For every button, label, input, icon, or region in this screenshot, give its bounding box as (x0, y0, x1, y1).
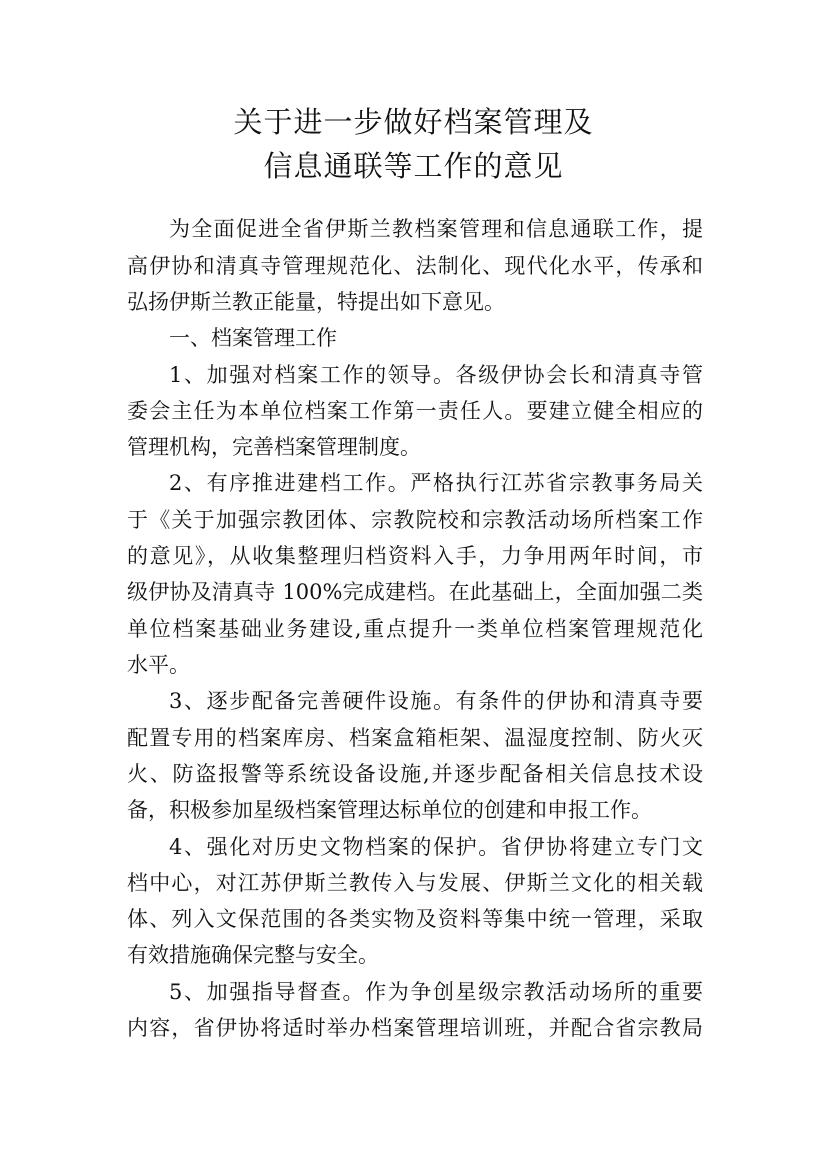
body-line: 水平。 (127, 653, 190, 677)
body-line: 管理机构，完善档案管理制度。 (127, 435, 421, 459)
body-line: 单位档案基础业务建设,重点提升一类单位档案管理规范化 (127, 617, 703, 641)
body-line: 配置专用的档案库房、档案盒箱柜架、温湿度控制、防火灭 (127, 726, 703, 750)
body-line: 体、列入文保范围的各类实物及资料等集中统一管理，采取 (127, 907, 703, 931)
body-line: 于《关于加强宗教团体、宗教院校和宗教活动场所档案工作 (127, 508, 703, 532)
section-heading: 一、档案管理工作 (169, 326, 337, 350)
body-line: 5、加强指导督查。作为争创星级宗教活动场所的重要 (169, 980, 703, 1004)
body-line: 内容，省伊协将适时举办档案管理培训班，并配合省宗教局 (127, 1016, 703, 1040)
body-line: 备，积极参加星级档案管理达标单位的创建和申报工作。 (127, 798, 652, 822)
body-line: 委会主任为本单位档案工作第一责任人。要建立健全相应的 (127, 399, 703, 423)
body-line: 3、逐步配备完善硬件设施。有条件的伊协和清真寺要 (169, 689, 703, 713)
body-line: 级伊协及清真寺 100%完成建档。在此基础上，全面加强二类 (127, 580, 703, 604)
body-line: 高伊协和清真寺管理规范化、法制化、现代化水平，传承和 (127, 254, 703, 278)
body-line: 的意见》，从收集整理归档资料入手，力争用两年时间，市 (127, 544, 703, 568)
body-line: 为全面促进全省伊斯兰教档案管理和信息通联工作，提 (169, 217, 703, 241)
document-title-line-1: 关于进一步做好档案管理及 (233, 105, 594, 139)
body-line: 火、防盗报警等系统设备设施,并逐步配备相关信息技术设 (127, 762, 703, 786)
body-line: 档中心，对江苏伊斯兰教传入与发展、伊斯兰文化的相关载 (127, 871, 703, 895)
body-line: 4、强化对历史文物档案的保护。省伊协将建立专门文 (169, 835, 703, 859)
body-line: 1、加强对档案工作的领导。各级伊协会长和清真寺管 (169, 363, 703, 387)
body-line: 有效措施确保完整与安全。 (127, 943, 379, 967)
document-title-line-2: 信息通联等工作的意见 (263, 149, 564, 183)
body-line: 2、有序推进建档工作。严格执行江苏省宗教事务局关 (169, 471, 703, 495)
body-line: 弘扬伊斯兰教正能量，特提出如下意见。 (127, 290, 505, 314)
